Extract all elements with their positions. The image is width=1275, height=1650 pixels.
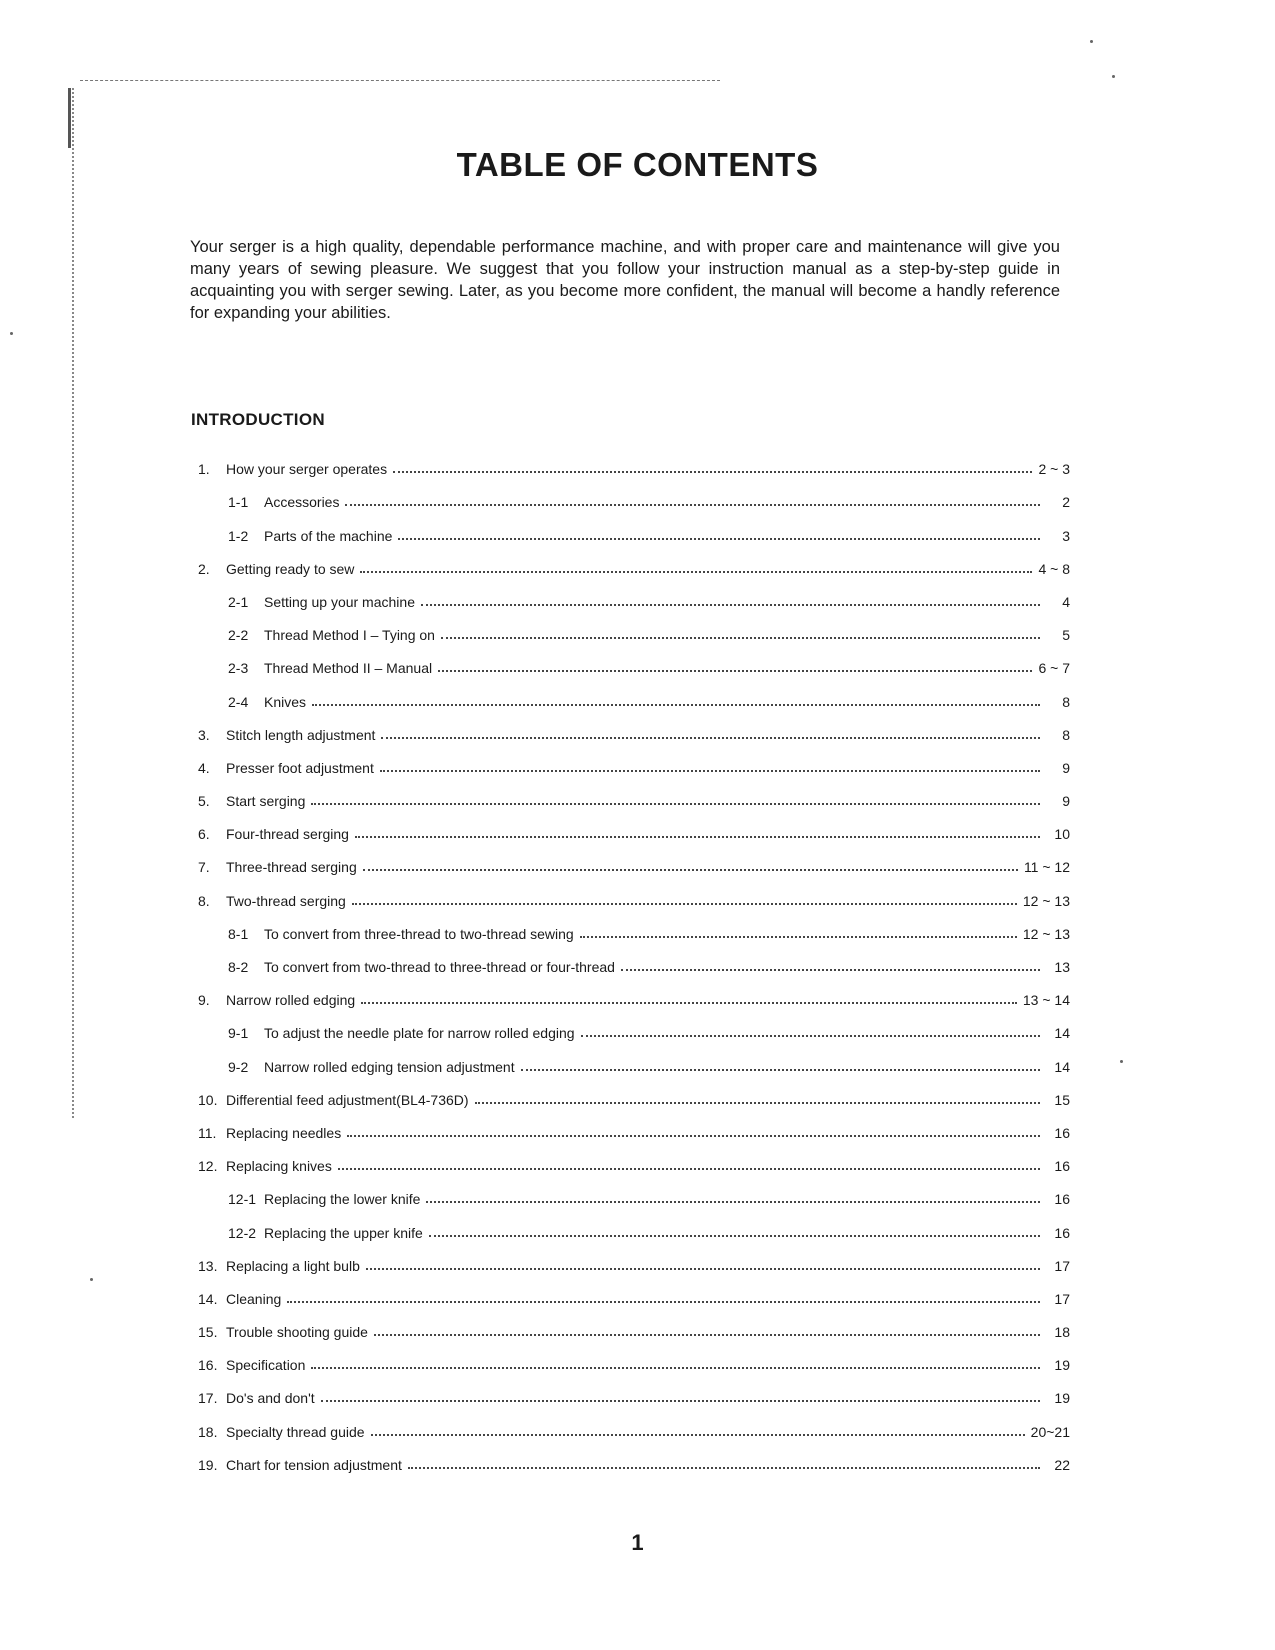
toc-dot-leader xyxy=(371,1434,1025,1436)
toc-entry-number: 17. xyxy=(198,1390,218,1407)
toc-entry-number: 5. xyxy=(198,793,210,810)
toc-dot-leader xyxy=(621,969,1040,971)
toc-entry-number: 9-1 xyxy=(228,1025,249,1042)
toc-entry-number: 16. xyxy=(198,1357,218,1374)
toc-entry-title: Chart for tension adjustment xyxy=(226,1456,402,1473)
toc-entry-number: 19. xyxy=(198,1456,218,1473)
toc-entry-title: Getting ready to sew xyxy=(226,560,355,577)
toc-entry-number: 1-2 xyxy=(228,527,249,544)
toc-entry-number: 15. xyxy=(198,1324,218,1341)
toc-entry-title: Replacing the upper knife xyxy=(264,1224,423,1241)
toc-entry xyxy=(198,1141,1070,1174)
toc-entry xyxy=(198,842,1070,875)
toc-entry-number: 12-2 xyxy=(228,1224,257,1241)
toc-entry-page: 6 ~ 7 xyxy=(1038,660,1070,677)
toc-entry-number: 6. xyxy=(198,826,210,843)
section-heading: INTRODUCTION xyxy=(191,410,325,429)
toc-entry xyxy=(198,1075,1070,1108)
toc-entry-page: 18 xyxy=(1054,1324,1070,1341)
toc-entry-page: 16 xyxy=(1054,1191,1070,1208)
toc-entry-number: 2-3 xyxy=(228,660,249,677)
toc-dot-leader xyxy=(363,869,1018,871)
scan-speck xyxy=(1112,75,1115,78)
toc-dot-leader xyxy=(475,1102,1040,1104)
toc-entry-page: 16 xyxy=(1054,1158,1070,1175)
toc-dot-leader xyxy=(398,538,1040,540)
toc-entry-page: 12 ~ 13 xyxy=(1022,925,1070,942)
toc-entry xyxy=(198,909,1070,942)
toc-entry-title: Thread Method II – Manual xyxy=(264,660,433,677)
toc-entry xyxy=(198,1440,1070,1473)
toc-entry xyxy=(198,875,1070,908)
scan-speck xyxy=(90,1278,93,1281)
toc-entry xyxy=(198,444,1070,477)
toc-entry-title: Thread Method I – Tying on xyxy=(264,627,435,644)
toc-entry-page: 14 xyxy=(1054,1058,1070,1075)
toc-entry-number: 8-1 xyxy=(228,925,249,942)
toc-entry-number: 18. xyxy=(198,1423,218,1440)
toc-entry xyxy=(198,1340,1070,1373)
toc-entry-page: 20~21 xyxy=(1030,1423,1070,1440)
toc-entry-page: 16 xyxy=(1054,1124,1070,1141)
scan-edge-top xyxy=(80,80,720,81)
page-number: 1 xyxy=(631,1530,644,1555)
toc-dot-leader xyxy=(287,1301,1040,1303)
toc-entry-title: Two-thread serging xyxy=(226,892,346,909)
toc-dot-leader xyxy=(426,1201,1040,1203)
toc-dot-leader xyxy=(355,836,1040,838)
toc-dot-leader xyxy=(381,737,1040,739)
scan-speck xyxy=(10,332,13,335)
toc-entry-title: Four-thread serging xyxy=(226,826,349,843)
toc-entry-title: Narrow rolled edging xyxy=(226,992,356,1009)
toc-dot-leader xyxy=(366,1268,1040,1270)
toc-list xyxy=(198,444,1070,1473)
toc-entry-number: 12-1 xyxy=(228,1191,257,1208)
toc-dot-leader xyxy=(360,571,1032,573)
toc-entry-number: 11. xyxy=(198,1124,217,1141)
toc-entry xyxy=(198,676,1070,709)
toc-entry xyxy=(198,477,1070,510)
toc-entry xyxy=(198,1207,1070,1240)
toc-entry xyxy=(198,975,1070,1008)
intro-paragraph: Your serger is a high quality, dependable performance machine, and with proper care and maintenance will give you many years of sewing pleasure. We suggest that you follow your instruction manual as a step-by-step guide in acquainting you with serger sewing. Later, as you become more confident, the manual will become a handly reference for expanding your abilities. xyxy=(190,238,1060,322)
toc-dot-leader xyxy=(311,1367,1040,1369)
page-title: TABLE OF CONTENTS xyxy=(456,146,819,183)
toc-entry-page: 10 xyxy=(1054,826,1070,843)
toc-entry xyxy=(198,544,1070,577)
toc-entry-title: Stitch length adjustment xyxy=(226,726,376,743)
toc-entry-number: 2. xyxy=(198,560,210,577)
toc-entry-title: Cleaning xyxy=(226,1290,282,1307)
toc-dot-leader xyxy=(345,504,1040,506)
toc-entry-number: 2-2 xyxy=(228,627,249,644)
toc-entry-number: 1. xyxy=(198,461,210,478)
toc-entry-number: 13. xyxy=(198,1257,218,1274)
toc-entry-number: 2-4 xyxy=(228,693,249,710)
toc-dot-leader xyxy=(408,1467,1040,1469)
toc-entry-title: Replacing knives xyxy=(226,1158,332,1175)
toc-entry-number: 14. xyxy=(198,1290,218,1307)
toc-entry-number: 3. xyxy=(198,726,210,743)
toc-entry xyxy=(198,1174,1070,1207)
toc-entry-title: How your serger operates xyxy=(226,461,388,478)
toc-entry-number: 8-2 xyxy=(228,959,249,975)
toc-entry xyxy=(198,1108,1070,1141)
toc-entry xyxy=(198,1373,1070,1406)
toc-entry-page: 3 xyxy=(1062,527,1070,544)
toc-entry-page: 9 xyxy=(1062,759,1070,776)
toc-entry-number: 4. xyxy=(198,759,210,776)
toc-entry-title: To convert from two-thread to three-thread or four-thread xyxy=(264,959,615,975)
toc-dot-leader xyxy=(380,770,1040,772)
toc-dot-leader xyxy=(580,936,1017,938)
toc-dot-leader xyxy=(581,1035,1040,1037)
toc-entry xyxy=(198,510,1070,543)
toc-dot-leader xyxy=(338,1168,1040,1170)
toc-entry-title: Differential feed adjustment(BL4-736D) xyxy=(226,1091,469,1108)
toc-entry-page: 5 xyxy=(1062,627,1070,644)
toc-entry-title: Accessories xyxy=(264,494,340,511)
toc-entry-title: Narrow rolled edging tension adjustment xyxy=(264,1058,515,1075)
toc-entry-title: Replacing the lower knife xyxy=(264,1191,421,1208)
toc-entry xyxy=(198,809,1070,842)
toc-entry-page: 13 ~ 14 xyxy=(1022,992,1070,1009)
toc-entry-number: 8. xyxy=(198,892,210,909)
toc-entry xyxy=(198,1307,1070,1340)
toc-dot-leader xyxy=(438,670,1032,672)
toc-entry xyxy=(198,1274,1070,1307)
toc-dot-leader xyxy=(393,471,1032,473)
toc-entry-title: Three-thread serging xyxy=(226,859,357,876)
toc-dot-leader xyxy=(311,803,1040,805)
toc-dot-leader xyxy=(321,1400,1040,1402)
toc-entry xyxy=(198,643,1070,676)
toc-entry xyxy=(198,1241,1070,1274)
toc-entry-page: 15 xyxy=(1054,1091,1070,1108)
toc-dot-leader xyxy=(361,1002,1017,1004)
toc-dot-leader xyxy=(421,604,1040,606)
toc-entry xyxy=(198,1406,1070,1439)
toc-entry-title: Replacing needles xyxy=(226,1124,342,1141)
toc-entry-title: Presser foot adjustment xyxy=(226,759,374,776)
toc-entry-number: 9. xyxy=(198,992,210,1009)
toc-dot-leader xyxy=(429,1235,1040,1237)
toc-entry-page: 12 ~ 13 xyxy=(1022,892,1070,909)
toc-entry xyxy=(198,776,1070,809)
scan-speck xyxy=(1120,1060,1123,1063)
toc-entry-title: Specialty thread guide xyxy=(226,1423,365,1440)
toc-entry-page: 19 xyxy=(1054,1390,1070,1407)
toc-entry xyxy=(198,1041,1070,1074)
toc-entry-page: 4 ~ 8 xyxy=(1038,560,1070,577)
toc-entry-number: 9-2 xyxy=(228,1058,249,1075)
toc-entry-page: 2 xyxy=(1062,494,1070,511)
toc-entry-page: 17 xyxy=(1054,1290,1070,1307)
toc-entry-number: 1-1 xyxy=(228,494,249,511)
toc-entry-number: 12. xyxy=(198,1158,218,1175)
scan-edge-left xyxy=(72,88,74,1118)
toc-entry-page: 17 xyxy=(1054,1257,1070,1274)
toc-entry-title: Trouble shooting guide xyxy=(226,1324,368,1341)
toc-entry-title: Setting up your machine xyxy=(264,593,415,610)
toc-entry-title: To convert from three-thread to two-thread sewing xyxy=(264,925,574,942)
toc-entry-title: To adjust the needle plate for narrow rolled edging xyxy=(264,1025,575,1042)
toc-entry-page: 4 xyxy=(1062,593,1070,610)
toc-entry-title: Specification xyxy=(226,1357,306,1374)
toc-entry-page: 13 xyxy=(1054,959,1070,975)
toc-dot-leader xyxy=(347,1135,1040,1137)
scan-speck xyxy=(1090,40,1093,43)
toc-entry xyxy=(198,743,1070,776)
toc-entry-page: 2 ~ 3 xyxy=(1038,461,1070,478)
toc-entry xyxy=(198,942,1070,975)
toc-entry-page: 9 xyxy=(1062,793,1070,810)
scan-edge-left-mark xyxy=(68,88,71,148)
toc-entry xyxy=(198,610,1070,643)
toc-entry-number: 7. xyxy=(198,859,210,876)
toc-entry-title: Do's and don't xyxy=(226,1390,315,1407)
toc-entry xyxy=(198,577,1070,610)
toc-entry-page: 22 xyxy=(1054,1456,1070,1473)
toc-entry-page: 19 xyxy=(1054,1357,1070,1374)
toc-entry-page: 8 xyxy=(1062,726,1070,743)
toc-entry-page: 16 xyxy=(1054,1224,1070,1241)
toc-dot-leader xyxy=(352,903,1017,905)
toc-entry-page: 11 ~ 12 xyxy=(1023,859,1070,876)
toc-dot-leader xyxy=(521,1069,1040,1071)
toc-entry-title: Start serging xyxy=(226,793,306,810)
toc-dot-leader xyxy=(374,1334,1040,1336)
toc-entry-title: Replacing a light bulb xyxy=(226,1257,360,1274)
toc-entry-number: 10. xyxy=(198,1091,218,1108)
toc-dot-leader xyxy=(441,637,1040,639)
toc-entry-number: 2-1 xyxy=(228,593,249,610)
toc-entry-title: Parts of the machine xyxy=(264,527,393,544)
toc-entry xyxy=(198,710,1070,743)
toc-entry-page: 8 xyxy=(1062,693,1070,710)
toc-entry-title: Knives xyxy=(264,693,307,710)
toc-entry xyxy=(198,1008,1070,1041)
toc-entry-page: 14 xyxy=(1054,1025,1070,1042)
toc-dot-leader xyxy=(312,704,1040,706)
